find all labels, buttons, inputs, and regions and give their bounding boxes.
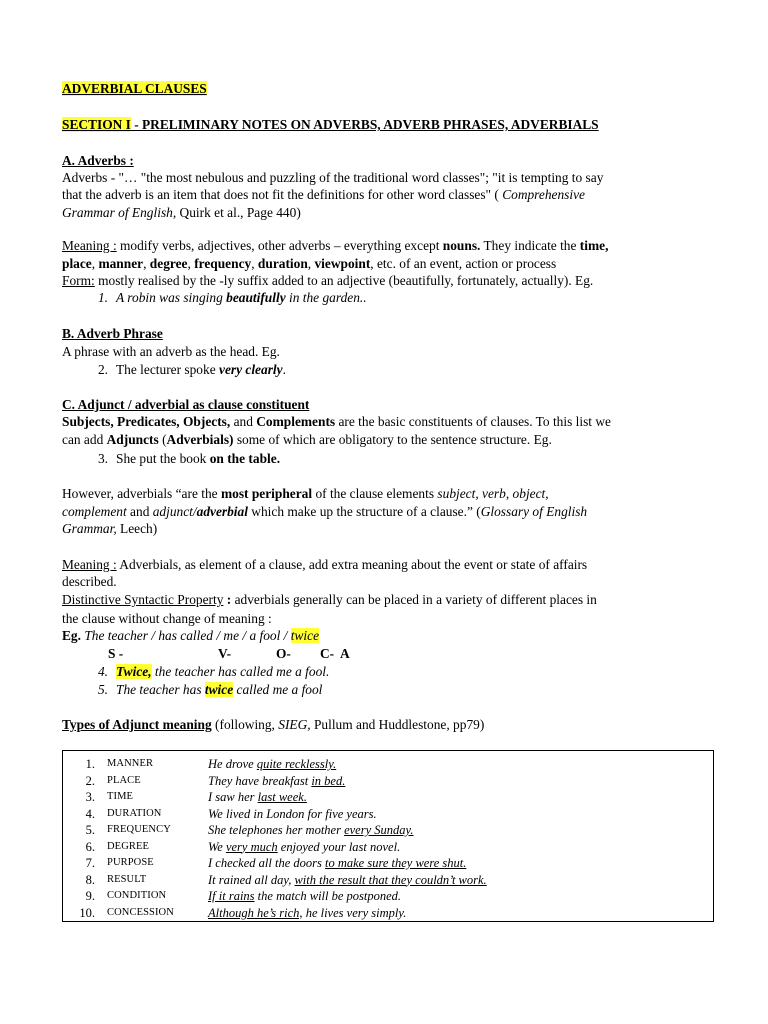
meaning-label: Meaning : xyxy=(62,238,117,253)
form-label: Form: xyxy=(62,273,95,288)
text: can add xyxy=(62,432,107,447)
italic-glossary: Glossary of English xyxy=(480,504,588,519)
row-example xyxy=(208,773,345,789)
row-type: MANNER xyxy=(107,758,154,769)
row-number: 10. xyxy=(79,905,95,920)
example-number: 5. xyxy=(97,682,108,697)
types-heading: Types of Adjunct meaning xyxy=(62,717,212,732)
bold-italic-adverbial: adverbial xyxy=(196,504,248,519)
comma: , xyxy=(545,486,549,501)
bold-most-peripheral: most peripheral xyxy=(220,486,313,501)
distinctive-line-2: the clause without change of meaning : xyxy=(62,611,272,626)
row-example xyxy=(208,855,466,871)
example-underlined: in bed. xyxy=(311,773,346,788)
row-number: 4. xyxy=(85,806,95,821)
example-4 xyxy=(84,664,329,680)
adjunct-types-table xyxy=(62,750,714,922)
example-pre: He drove xyxy=(208,757,257,771)
example-text: The lecturer spoke xyxy=(116,362,219,377)
example-bold: on the table. xyxy=(209,451,281,466)
row-number: 7. xyxy=(85,856,95,870)
quote-source-italic-2: Grammar of English, xyxy=(62,205,177,220)
bold-degree: degree xyxy=(149,256,188,271)
example-pre: We lived in London xyxy=(208,806,308,821)
text: of the clause elements xyxy=(312,486,438,501)
example-underlined: very much xyxy=(225,839,278,854)
comma: , xyxy=(307,256,315,271)
however-line-1 xyxy=(62,486,549,502)
svoca-v: V- xyxy=(218,646,232,661)
however-line-2 xyxy=(62,504,587,520)
comma: , xyxy=(91,256,99,271)
text: However, adverbials “are the xyxy=(62,486,221,501)
row-example xyxy=(208,806,377,822)
example-underlined: with the result that they couldn’t work. xyxy=(294,872,487,887)
section-heading-rest: - PRELIMINARY NOTES ON ADVERBS, ADVERB PHRASES, ADVERBIALS xyxy=(130,117,599,132)
example-underlined: last week. xyxy=(257,790,307,804)
bold-adverbials: Adverbials) xyxy=(166,432,234,447)
row-example xyxy=(208,888,401,904)
quote-source-ref: Quirk et al., Page 440) xyxy=(176,205,301,220)
bold-frequency: frequency xyxy=(194,256,252,271)
example-pre: They have breakfast xyxy=(208,773,312,788)
row-type: TIME xyxy=(107,791,134,802)
example-pre: I saw her xyxy=(208,790,258,804)
adverbs-heading: A. Adverbs : xyxy=(62,153,134,168)
example-text: The teacher has xyxy=(116,682,205,697)
example-pre: We xyxy=(208,839,226,854)
adverb-phrase-heading: B. Adverb Phrase xyxy=(62,326,163,341)
row-number: 6. xyxy=(85,839,95,854)
meaning-text-2: They indicate the xyxy=(480,238,580,253)
example-post: for five years. xyxy=(307,806,377,821)
section-label: SECTION I xyxy=(62,117,131,132)
highlight-twice: Twice, xyxy=(116,664,152,679)
row-type: PURPOSE xyxy=(107,857,154,868)
row-example xyxy=(208,822,414,838)
distinctive-label: Distinctive Syntactic Property xyxy=(62,592,224,607)
bold-place: place xyxy=(62,256,92,271)
example-post: the match will be postponed. xyxy=(254,889,402,903)
adjunct-heading: C. Adjunct / adverbial as clause constituent xyxy=(62,397,310,412)
row-type: DURATION xyxy=(107,807,162,819)
adverbs-meaning-line-2 xyxy=(62,256,556,272)
example-pre: I checked all the doors xyxy=(208,856,325,870)
example-1 xyxy=(84,290,367,306)
highlight-twice: twice xyxy=(204,682,234,697)
comma: , xyxy=(187,256,195,271)
adverbs-meaning-line-1 xyxy=(62,238,608,254)
text: and xyxy=(126,504,153,519)
text: adverbials generally can be placed in a variety of different places in xyxy=(231,592,597,607)
meaning-text: Adverbials, as element of a clause, add extra meaning about the event or state of affairs xyxy=(116,557,588,572)
bold-adjuncts: Adjuncts xyxy=(106,432,159,447)
italic-object: object xyxy=(512,486,546,501)
text: Leech) xyxy=(116,521,158,536)
example-text-end: in the garden.. xyxy=(285,290,367,305)
example-number: 4. xyxy=(97,664,108,679)
row-example xyxy=(208,756,336,772)
example-3 xyxy=(84,451,280,467)
example-number: 1. xyxy=(97,290,108,305)
meaning-text: modify verbs, adjectives, other adverbs – everything except xyxy=(116,238,443,253)
row-example xyxy=(208,839,400,855)
meaning-label: Meaning : xyxy=(62,557,117,572)
types-heading-line xyxy=(62,717,484,733)
row-number: 5. xyxy=(85,823,95,837)
example-text: She put the book xyxy=(116,451,210,466)
section-heading xyxy=(62,117,599,133)
example-underlined: If it rains xyxy=(208,889,255,903)
document-title xyxy=(62,81,207,97)
text: (following, xyxy=(211,717,279,732)
row-number: 2. xyxy=(85,773,95,788)
italic-grammar: Grammar, xyxy=(62,521,117,536)
example-5 xyxy=(84,682,322,698)
row-number: 3. xyxy=(85,790,95,804)
form-text: mostly realised by the -ly suffix added to an adjective (beautifully, fortunately, actually). Eg. xyxy=(94,273,594,288)
italic-sieg: SIEG, xyxy=(278,717,311,732)
example-text-end: called me a fool xyxy=(233,682,323,697)
row-type: CONCESSION xyxy=(107,906,174,918)
italic-adjunct: adjunct/ xyxy=(152,504,197,519)
eg-text: The teacher / has called / me / a fool / xyxy=(80,628,291,643)
row-type: RESULT xyxy=(107,873,147,885)
example-text: A robin was singing xyxy=(116,290,227,305)
eg-line xyxy=(62,628,319,644)
adverbs-quote-line-1: Adverbs - "… "the most nebulous and puzzling of the traditional word classes"; "it is tempting to say xyxy=(62,170,604,185)
adverbial-meaning-line-2: described. xyxy=(62,574,117,589)
adverbs-form-line xyxy=(62,273,593,289)
comma: , xyxy=(143,256,150,271)
meaning-bold-nouns: nouns. xyxy=(442,238,481,253)
row-example xyxy=(208,872,487,888)
bold-duration: duration xyxy=(257,256,308,271)
row-type: CONDITION xyxy=(107,890,167,901)
row-example xyxy=(208,905,406,921)
svoca-a: A xyxy=(340,646,350,661)
example-underlined: Although he’s rich, xyxy=(208,905,303,920)
example-number: 2. xyxy=(97,362,108,377)
row-number: 9. xyxy=(85,889,95,903)
text: Pullum and Huddlestone, pp79) xyxy=(310,717,485,732)
text: which make up the structure of a clause.” ( xyxy=(247,504,481,519)
example-text: the teacher has called me a fool. xyxy=(151,664,330,679)
row-type: PLACE xyxy=(107,774,141,786)
bold-viewpoint: viewpoint xyxy=(314,256,371,271)
title-text: ADVERBIAL CLAUSES xyxy=(62,81,207,96)
comma: , xyxy=(251,256,258,271)
example-number: 3. xyxy=(97,451,108,466)
adverbial-meaning-line-1 xyxy=(62,557,587,573)
row-type: DEGREE xyxy=(107,840,150,852)
however-line-3 xyxy=(62,521,157,537)
text: some of which are obligatory to the sentence structure. Eg. xyxy=(233,432,552,447)
svoca-labels xyxy=(108,646,350,662)
svoca-s: S - xyxy=(108,646,124,661)
row-type: FREQUENCY xyxy=(107,824,171,835)
italic-subject: subject xyxy=(437,486,476,501)
example-bold: very clearly xyxy=(219,362,283,377)
example-text-end: . xyxy=(282,362,286,377)
example-underlined: quite recklessly. xyxy=(256,757,337,771)
comma: , xyxy=(475,486,483,501)
example-post: enjoyed your last novel. xyxy=(277,839,401,854)
adjunct-line-2 xyxy=(62,432,552,448)
example-underlined: to make sure they were shut. xyxy=(324,856,467,870)
distinctive-line-1 xyxy=(62,592,597,608)
adverbs-quote-text: that the adverb is an item that does not fit the definitions for other word classes" ( xyxy=(62,187,503,202)
example-underlined: every Sunday. xyxy=(344,823,414,837)
colon: : xyxy=(223,592,232,607)
adjunct-line-1 xyxy=(62,414,611,430)
eg-label: Eg. xyxy=(62,628,81,643)
italic-complement: complement xyxy=(62,504,127,519)
row-example xyxy=(208,789,307,805)
svoca-o: O- xyxy=(276,646,291,661)
svoca-c: C- xyxy=(320,646,335,661)
text: are the basic constituents of clauses. To this list we xyxy=(335,414,611,429)
example-pre: It rained all day, xyxy=(208,872,295,887)
example-pre: She telephones her mother xyxy=(208,823,345,837)
bold-manner: manner xyxy=(98,256,144,271)
row-number: 8. xyxy=(85,872,95,887)
example-bold: beautifully xyxy=(226,290,286,305)
italic-verb: verb xyxy=(482,486,506,501)
meaning-rest: , etc. of an event, action or process xyxy=(370,256,557,271)
text: and xyxy=(230,414,257,429)
comma: , xyxy=(505,486,513,501)
example-post: he lives very simply. xyxy=(302,905,407,920)
meaning-bold-time: time, xyxy=(579,238,609,253)
adverb-phrase-text: A phrase with an adverb as the head. Eg. xyxy=(62,344,280,359)
quote-source-italic: Comprehensive xyxy=(502,187,585,202)
bold-complements: Complements xyxy=(256,414,336,429)
example-2 xyxy=(84,362,286,378)
text: ( xyxy=(158,432,167,447)
bold-subjects: Subjects, Predicates, Objects, xyxy=(62,414,231,429)
highlight-twice: twice xyxy=(290,628,320,643)
adverbs-quote-line-3 xyxy=(62,205,301,221)
row-number: 1. xyxy=(85,757,95,771)
adverbs-quote-line-2 xyxy=(62,187,585,203)
